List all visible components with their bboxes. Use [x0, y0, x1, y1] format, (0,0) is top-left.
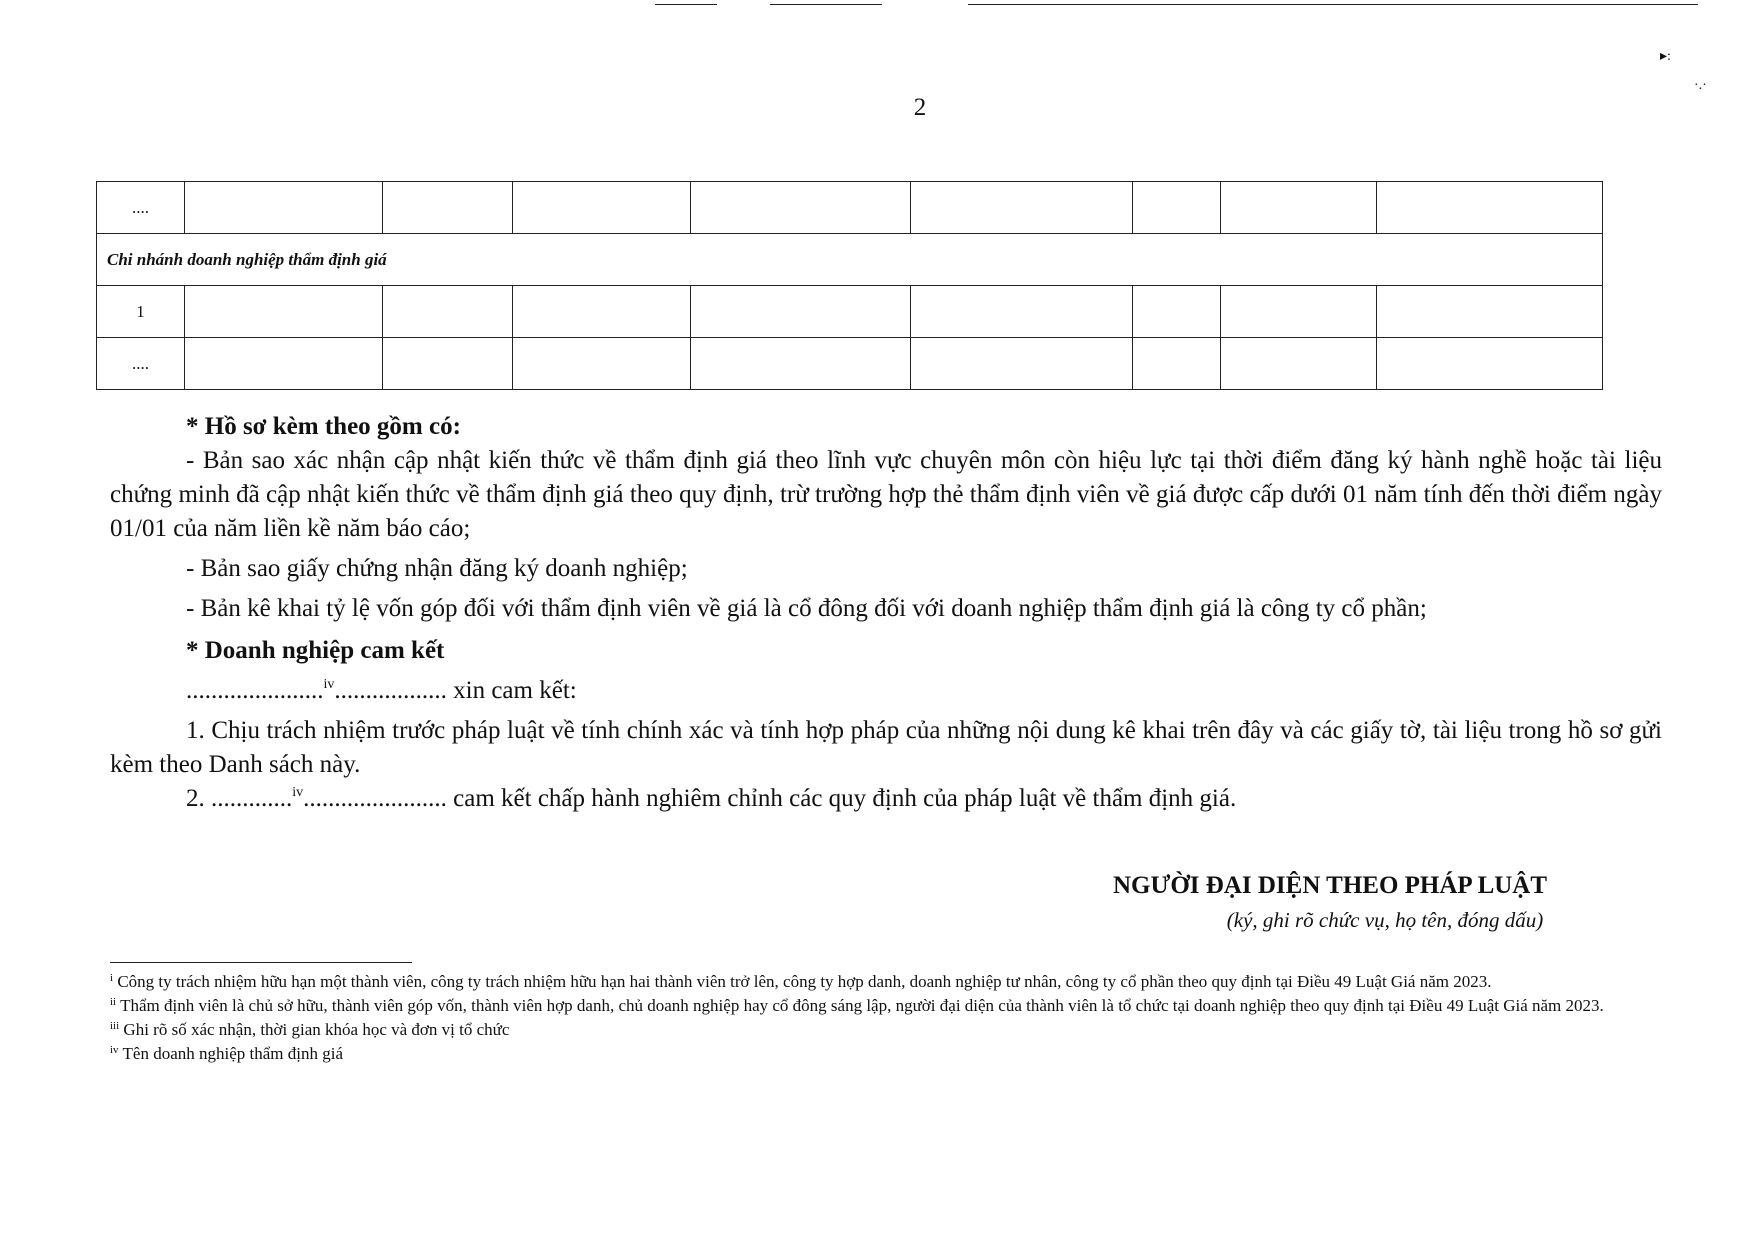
signature-title: NGƯỜI ĐẠI DIỆN THEO PHÁP LUẬT — [1112, 872, 1548, 899]
attachment-item-1: - Bản sao xác nhận cập nhật kiến thức về thẩm định giá theo lĩnh vực chuyên môn còn hiệu lực tại thời điểm đăng ký hành nghề hoặc tài liệu chứng minh đã cập nhật kiến thức về thẩm định giá theo quy định, trừ trường hợp thẻ thẩm định viên về giá được cấp dưới 01 năm tính đến thời điểm ngày 01/01 của năm liền kề năm báo cáo; — [110, 447, 1662, 542]
table-cell — [1377, 338, 1603, 390]
document-body — [110, 410, 1662, 816]
footnote-text: Thẩm định viên là chủ sở hữu, thành viên góp vốn, thành viên hợp danh, chủ doanh nghiệp hay cổ đông sáng lập, người đại diện của thành viên là tổ chức tại doanh nghiệp theo quy định tại Điều 49 Luật Giá năm 2023. — [120, 996, 1604, 1015]
table-cell — [691, 338, 911, 390]
top-rule-3 — [968, 4, 1698, 5]
signature-block — [1060, 872, 1600, 933]
commitment-intro — [110, 674, 1662, 708]
footnote-divider — [110, 962, 412, 963]
table-cell — [911, 182, 1133, 234]
table-cell — [383, 338, 513, 390]
table-row — [97, 338, 1603, 390]
table-cell — [911, 338, 1133, 390]
table-cell — [911, 286, 1133, 338]
table-cell — [383, 286, 513, 338]
attachment-item-3: - Bản kê khai tỷ lệ vốn góp đối với thẩm định viên về giá là cổ đông đối với doanh nghiệp thẩm định giá là công ty cổ phần; — [186, 595, 1427, 622]
page-number: 2 — [913, 94, 927, 121]
footnote-text: Ghi rõ số xác nhận, thời gian khóa học và đơn vị tổ chức — [123, 1020, 510, 1039]
commitment-item-1: 1. Chịu trách nhiệm trước pháp luật về tính chính xác và tính hợp pháp của những nội dung kê khai trên đây và các giấy tờ, tài liệu trong hồ sơ gửi kèm theo Danh sách này. — [110, 717, 1662, 778]
footnotes — [110, 970, 1650, 1066]
table-cell — [1221, 182, 1377, 234]
table-cell — [185, 286, 383, 338]
signature-note: (ký, ghi rõ chức vụ, họ tên, đóng dấu) — [1226, 908, 1544, 932]
attachments-heading: * Hồ sơ kèm theo gồm có: — [186, 413, 461, 440]
top-rule-1 — [655, 4, 717, 5]
commitment-item-2-prefix: 2. ............. — [186, 785, 293, 812]
footnote-mark: i — [110, 972, 114, 984]
scan-speck: ▸: — [1660, 49, 1671, 64]
table-cell — [383, 182, 513, 234]
table-row — [97, 182, 1603, 234]
commitment-intro-text: xin cam kết: — [446, 677, 577, 704]
fill-in-dots: ...................... — [186, 677, 324, 704]
table-cell — [1133, 286, 1221, 338]
table-cell — [185, 182, 383, 234]
commitment-item-2-text: cam kết chấp hành nghiêm chỉnh các quy định của pháp luật về thẩm định giá. — [446, 785, 1237, 812]
scan-speck: ·.· — [1694, 78, 1707, 93]
section-label: Chi nhánh doanh nghiệp thẩm định giá — [97, 234, 1603, 286]
commitment-heading: * Doanh nghiệp cam kết — [186, 637, 445, 664]
table-cell-index: .... — [97, 182, 185, 234]
footnote — [110, 1018, 1650, 1042]
table-cell — [1221, 286, 1377, 338]
footnote-mark: iii — [110, 1020, 120, 1032]
table-cell-index: .... — [97, 338, 185, 390]
footnote-ref: iv — [292, 785, 304, 800]
table-cell — [691, 182, 911, 234]
table-cell — [1377, 286, 1603, 338]
fill-in-dots: .................. — [334, 677, 447, 704]
member-table — [96, 181, 1602, 390]
footnote-mark: iv — [110, 1044, 119, 1056]
footnote — [110, 970, 1650, 994]
table-cell — [1377, 182, 1603, 234]
commitment-item-2 — [110, 782, 1662, 816]
table-cell — [185, 338, 383, 390]
footnote-ref: iv — [323, 677, 335, 692]
table-cell — [1133, 338, 1221, 390]
table-cell — [513, 338, 691, 390]
table-section-row — [97, 234, 1603, 286]
footnote — [110, 1042, 1650, 1066]
table-cell — [1221, 338, 1377, 390]
table-cell — [1133, 182, 1221, 234]
table-cell — [513, 286, 691, 338]
footnote-text: Tên doanh nghiệp thẩm định giá — [122, 1044, 343, 1063]
footnote-text: Công ty trách nhiệm hữu hạn một thành viên, công ty trách nhiệm hữu hạn hai thành viên trở lên, công ty hợp danh, doanh nghiệp tư nhân, công ty cổ phần theo quy định tại Điều 49 Luật Giá năm 2023. — [117, 972, 1492, 991]
table-cell-index: 1 — [97, 286, 185, 338]
table-cell — [691, 286, 911, 338]
fill-in-dots: ....................... — [303, 785, 447, 812]
table-row — [97, 286, 1603, 338]
top-rule-2 — [770, 4, 882, 5]
footnote — [110, 994, 1650, 1018]
footnote-mark: ii — [110, 996, 117, 1008]
attachment-item-2: - Bản sao giấy chứng nhận đăng ký doanh nghiệp; — [186, 555, 688, 582]
table-cell — [513, 182, 691, 234]
